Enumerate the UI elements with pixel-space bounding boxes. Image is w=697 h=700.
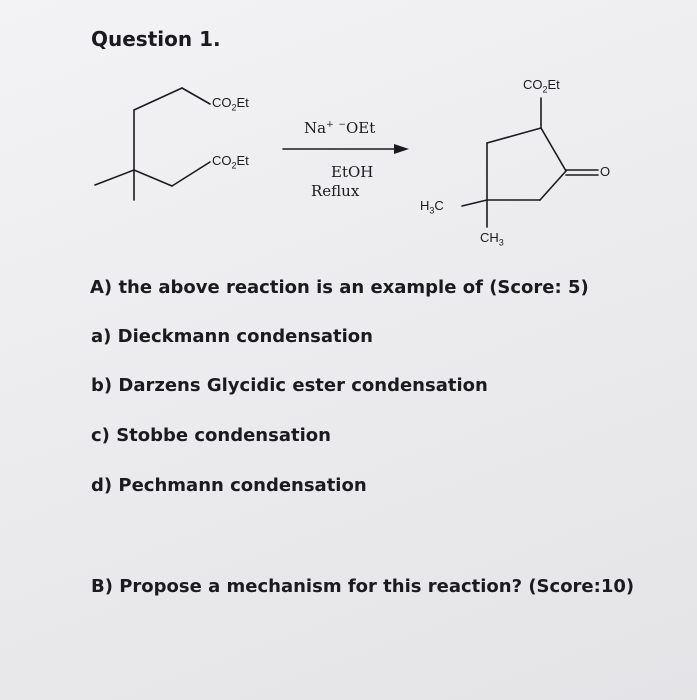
reagent-solvent: EtOH bbox=[331, 163, 374, 181]
product-bond bbox=[541, 128, 566, 171]
part-b-text: Propose a mechanism for this reaction? bbox=[119, 576, 523, 597]
reactant-ester-upper bbox=[212, 95, 249, 113]
option-d bbox=[91, 475, 367, 496]
product-bond bbox=[487, 128, 541, 143]
option-a bbox=[91, 326, 373, 347]
product-ketone-oxygen: O bbox=[600, 164, 611, 179]
reactant-ester-lower-label: $CO_2Et$ bbox=[212, 153, 249, 171]
product-methyl-bottom: $CH_3$ bbox=[480, 230, 504, 248]
reaction-arrowhead bbox=[394, 144, 409, 154]
reactant-bond bbox=[172, 162, 210, 186]
reactant-bond bbox=[95, 170, 134, 185]
option-label: c) bbox=[91, 425, 110, 446]
reagent-condition: Reflux bbox=[311, 182, 360, 200]
part-a-label: A) bbox=[90, 277, 113, 298]
reactant-bond bbox=[182, 88, 210, 104]
part-b-score: (Score:10) bbox=[528, 576, 635, 597]
question-title: Question 1. bbox=[91, 27, 221, 51]
part-a-question bbox=[90, 277, 589, 298]
option-label: d) bbox=[91, 475, 113, 496]
option-text: Pechmann condensation bbox=[118, 475, 367, 496]
product-methyl-left: $H_3C$ bbox=[420, 198, 444, 216]
reactant-ester-upper-label: $CO_2Et$ bbox=[212, 95, 249, 113]
option-c bbox=[91, 425, 331, 446]
reactant-ester-lower bbox=[212, 153, 249, 171]
part-b-label: B) bbox=[91, 576, 113, 597]
reactant-bond bbox=[134, 170, 172, 186]
option-text: Darzens Glycidic ester condensation bbox=[118, 375, 488, 396]
option-text: Stobbe condensation bbox=[116, 425, 331, 446]
option-label: b) bbox=[91, 375, 113, 396]
option-text: Dieckmann condensation bbox=[117, 326, 373, 347]
part-a-score: (Score: 5) bbox=[489, 277, 589, 298]
reagent-base: Na+ −OEt bbox=[304, 119, 376, 137]
option-label: a) bbox=[91, 326, 112, 347]
reactant-bond bbox=[134, 88, 182, 110]
product-ester-group: $CO_2Et$ bbox=[523, 77, 560, 95]
product-bond bbox=[540, 171, 566, 200]
part-b-question bbox=[91, 576, 634, 597]
product-bond bbox=[462, 200, 487, 206]
option-b bbox=[91, 375, 488, 396]
part-a-text: the above reaction is an example of bbox=[118, 277, 483, 298]
